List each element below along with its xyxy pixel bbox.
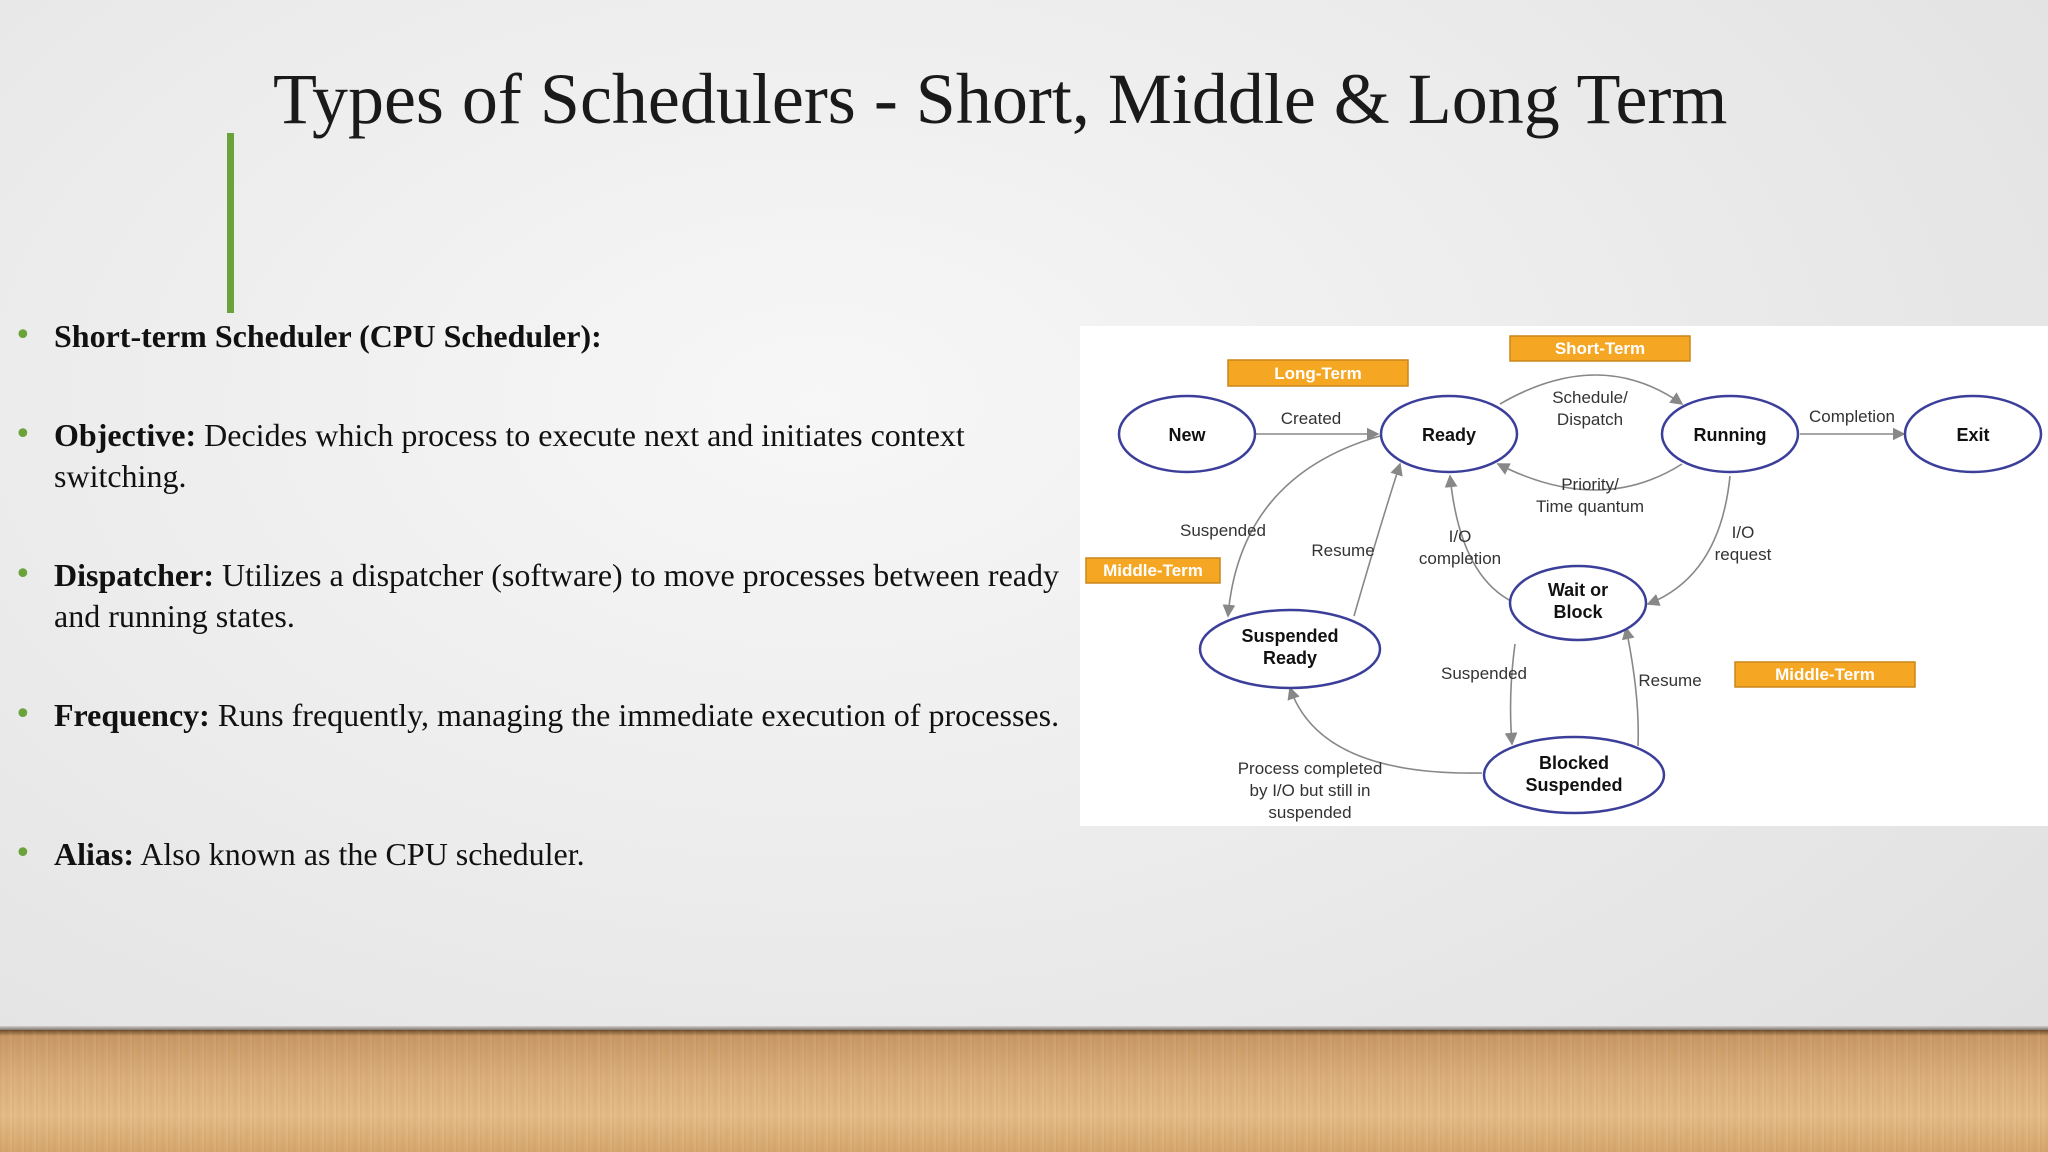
- middle-term-tag-left-label: Middle-Term: [1103, 561, 1203, 580]
- bullet-dot-icon: •: [14, 836, 32, 871]
- scheduler-state-diagram: [1080, 326, 2048, 826]
- middle-term-tag-left: [1086, 558, 1220, 583]
- edge-label-io-completion-2: completion: [1418, 549, 1502, 568]
- bullet-bold: Dispatcher:: [54, 557, 214, 593]
- edge-label-io-request-2: request: [1714, 545, 1772, 564]
- edge-label-process-completed-1: Process completed: [1237, 759, 1383, 778]
- bullet-item: [14, 316, 1064, 357]
- short-term-tag-label: Short-Term: [1554, 339, 1646, 358]
- bullet-bold: Alias:: [54, 836, 134, 872]
- long-term-tag-label: Long-Term: [1274, 364, 1362, 383]
- node-suspended-ready-label-2: Ready: [1262, 648, 1318, 668]
- bullet-dot-icon: •: [14, 557, 32, 592]
- bullet-bold: Objective:: [54, 417, 197, 453]
- node-wait-label-2: Block: [1553, 602, 1603, 622]
- edge-label-schedule-2: Dispatch: [1556, 410, 1624, 429]
- edge-label-resume-right: Resume: [1638, 671, 1702, 690]
- node-exit-label: Exit: [1956, 425, 1990, 445]
- node-wait-label-1: Wait or: [1547, 580, 1609, 600]
- slide-title: Types of Schedulers - Short, Middle & Long Term: [273, 59, 1728, 139]
- node-ready-label: Ready: [1421, 425, 1477, 445]
- long-term-tag: [1228, 360, 1408, 386]
- edge-label-io-request-1: I/O: [1731, 523, 1755, 542]
- bullet-text: Runs frequently, managing the immediate execution of processes.: [209, 697, 1060, 733]
- edge-label-completion: Completion: [1809, 407, 1895, 426]
- short-term-tag: [1510, 336, 1690, 361]
- edge-label-schedule-1: Schedule/: [1552, 388, 1628, 407]
- edge-io-request: [1648, 476, 1730, 604]
- edge-resume-right: [1626, 628, 1638, 746]
- middle-term-tag-right: [1735, 662, 1915, 687]
- wood-floor-background: [0, 1030, 2048, 1152]
- bullet-text: Also known as the CPU scheduler.: [134, 836, 585, 872]
- bullet-text: Decides which process to execute next and initiates context switching.: [54, 417, 965, 494]
- bullet-text: Utilizes a dispatcher (software) to move processes between ready and running states.: [54, 557, 1059, 634]
- edge-label-io-completion-1: I/O: [1448, 527, 1472, 546]
- node-blocked-label-1: Blocked: [1538, 753, 1610, 773]
- edge-label-resume-left: Resume: [1311, 541, 1375, 560]
- edge-label-process-completed-2: by I/O but still in: [1249, 781, 1371, 800]
- middle-term-tag-right-label: Middle-Term: [1775, 665, 1875, 684]
- bullet-item: [14, 415, 1064, 497]
- edge-label-priority-2: Time quantum: [1535, 497, 1645, 516]
- bullet-dot-icon: •: [14, 697, 32, 732]
- edge-label-suspended-mid: Suspended: [1440, 664, 1528, 683]
- bullet-bold: Short-term Scheduler (CPU Scheduler):: [54, 318, 602, 354]
- node-blocked-label-2: Suspended: [1525, 775, 1623, 795]
- bullet-item: [14, 555, 1064, 637]
- edge-resume-left: [1354, 464, 1400, 616]
- edge-label-priority-1: Priority/: [1561, 475, 1619, 494]
- node-running-label: Running: [1693, 425, 1767, 445]
- bullet-item: [14, 695, 1064, 736]
- edge-label-suspended-left: Suspended: [1179, 521, 1267, 540]
- bullet-dot-icon: •: [14, 318, 32, 353]
- edge-label-process-completed-3: suspended: [1268, 803, 1352, 822]
- title-accent-bar: [227, 133, 234, 313]
- node-suspended-ready-label-1: Suspended: [1241, 626, 1339, 646]
- edge-suspended-mid: [1511, 644, 1515, 744]
- edge-label-created: Created: [1280, 409, 1342, 428]
- node-new-label: New: [1168, 425, 1206, 445]
- bullet-item: [14, 834, 1064, 875]
- bullet-bold: Frequency:: [54, 697, 210, 733]
- bullet-dot-icon: •: [14, 417, 32, 452]
